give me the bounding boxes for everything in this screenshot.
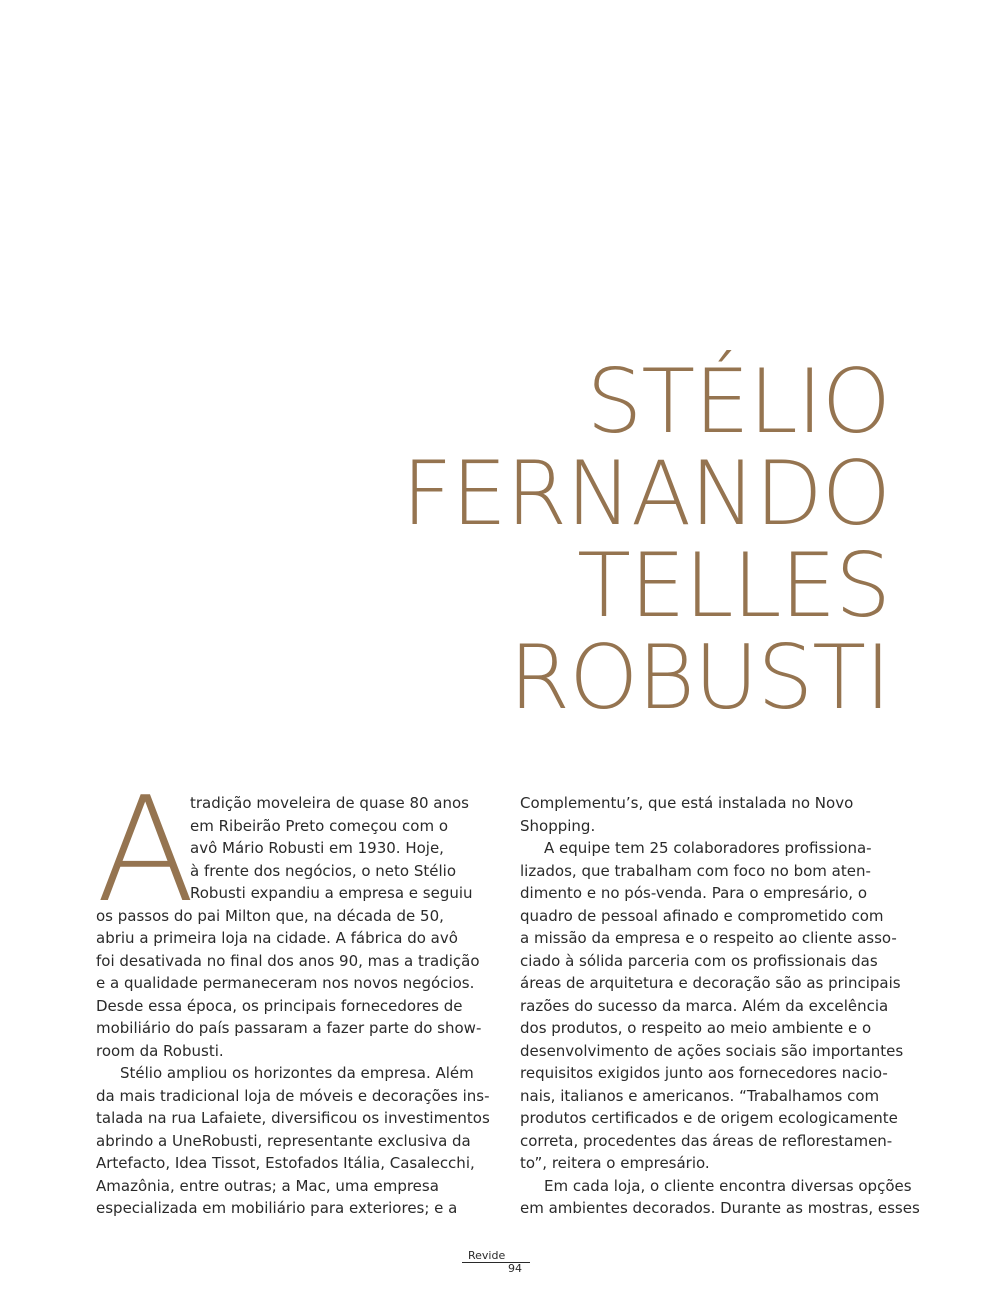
body-line: foi desativada no final dos anos 90, mas a tradição	[96, 951, 480, 970]
body-line: to”, reitera o empresário.	[520, 1154, 710, 1172]
body-line: Amazônia, entre outras; a Mac, uma empresa	[96, 1176, 439, 1195]
body-line: Desde essa época, os principais fornecedores de	[96, 996, 463, 1015]
body-line: tradição moveleira de quase 80 anos	[190, 794, 469, 812]
body-line: room da Robusti.	[96, 1041, 224, 1060]
body-line: talada na rua Lafaiete, diversificou os investimentos	[96, 1109, 490, 1127]
title-line-4: ROBUSTI	[508, 626, 890, 729]
body-line: requisitos exigidos junto aos fornecedores nacio-	[520, 1064, 888, 1082]
body-line: Artefacto, Idea Tissot, Estofados Itália, Casalecchi,	[96, 1154, 475, 1172]
body-line: áreas de arquitetura e decoração são as principais	[520, 974, 901, 992]
body-line: abrindo a UneRobusti, representante exclusiva da	[96, 1131, 471, 1150]
body-line: em Ribeirão Preto começou com o	[190, 816, 449, 835]
body-line: A equipe tem 25 colaboradores profissiona-	[544, 839, 872, 857]
body-line: à frente dos negócios, o neto Stélio	[190, 861, 457, 880]
body-line: nais, italianos e americanos. “Trabalhamos com	[520, 1086, 880, 1105]
body-line: em ambientes decorados. Durante as mostras, esses	[520, 1199, 920, 1217]
body-line: lizados, que trabalham com foco no bom aten-	[520, 861, 871, 880]
magazine-name: Revide	[468, 1249, 506, 1262]
body-line: a missão da empresa e o respeito ao cliente asso-	[520, 929, 897, 947]
body-line: Stélio ampliou os horizontes da empresa. Além	[120, 1064, 474, 1082]
body-line: ciado à sólida parceria com os profissionais das	[520, 951, 878, 970]
body-line: avô Mário Robusti em 1930. Hoje,	[190, 839, 444, 857]
body-line: quadro de pessoal afinado e comprometido com	[520, 906, 884, 925]
body-column-right	[520, 792, 920, 1220]
body-line: dos produtos, o respeito ao meio ambiente e o	[520, 1019, 872, 1037]
body-line: Em cada loja, o cliente encontra diversas opções	[544, 1176, 912, 1195]
title-line-1: STÉLIO	[586, 350, 890, 453]
body-line: razões do sucesso da marca. Além da excelência	[520, 996, 889, 1015]
body-line: Shopping.	[520, 816, 596, 835]
body-line: Robusti expandiu a empresa e seguiu	[190, 884, 473, 902]
body-line: Complementu’s, que está instalada no Novo	[520, 794, 854, 812]
drop-cap: A	[96, 766, 196, 935]
page-footer	[462, 1250, 532, 1275]
title-line-2: FERNANDO	[401, 442, 890, 545]
body-line: mobiliário do país passaram a fazer parte do show-	[96, 1019, 482, 1037]
body-line: produtos certificados e de origem ecologicamente	[520, 1109, 898, 1127]
body-line: e a qualidade permaneceram nos novos negócios.	[96, 974, 475, 992]
article-title	[401, 350, 890, 729]
body-line: dimento e no pós-venda. Para o empresário, o	[520, 884, 867, 902]
body-line: desenvolvimento de ações sociais são importantes	[520, 1041, 904, 1060]
body-line: os passos do pai Milton que, na década de 50,	[96, 906, 444, 925]
title-line-3: TELLES	[577, 534, 890, 637]
body-line: correta, procedentes das áreas de reflorestamen-	[520, 1131, 893, 1150]
body-column-left	[96, 792, 490, 1220]
body-line: da mais tradicional loja de móveis e decorações ins-	[96, 1086, 490, 1105]
body-line: especializada em mobiliário para exteriores; e a	[96, 1199, 458, 1217]
body-line: abriu a primeira loja na cidade. A fábrica do avô	[96, 929, 458, 947]
page-number: 94	[508, 1262, 522, 1275]
